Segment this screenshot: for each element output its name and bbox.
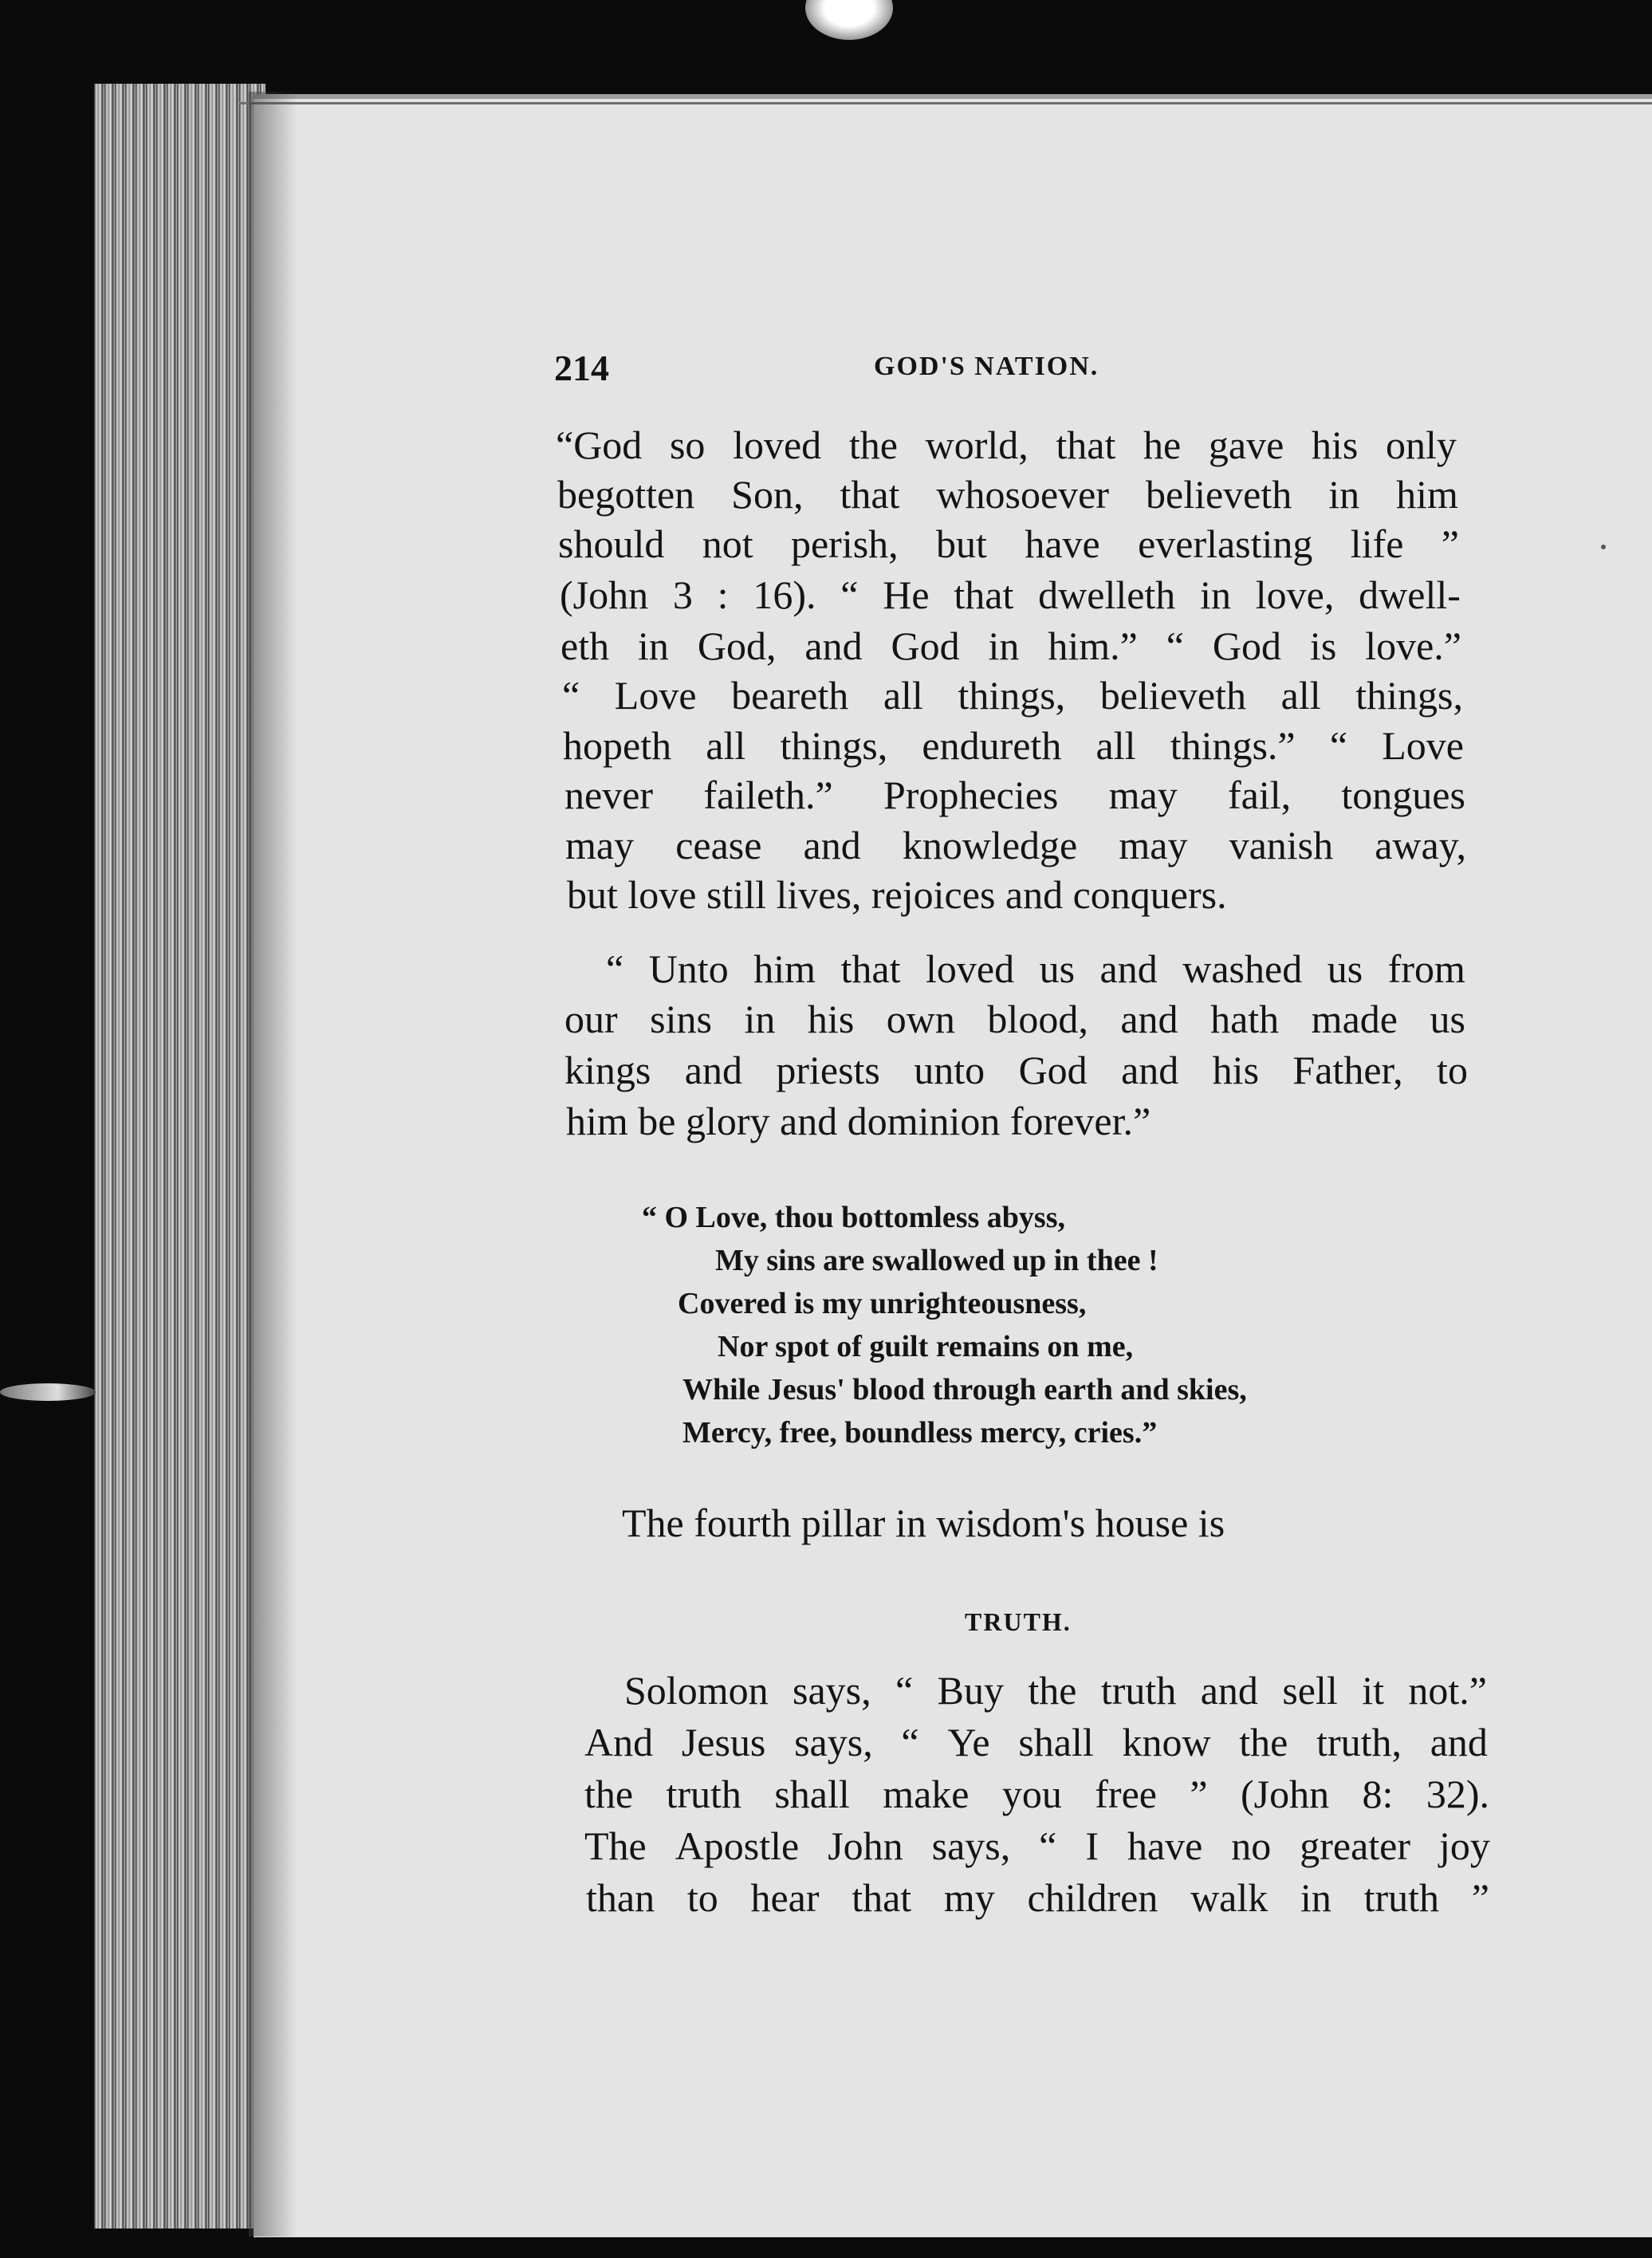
word: Father, [1292,1048,1403,1092]
word: unto [914,1048,985,1092]
word: and [684,1048,742,1092]
word: says, [793,1668,871,1713]
word: walk [1190,1875,1268,1920]
word: from [1387,946,1465,991]
word: perish, [790,521,899,566]
word: to [1437,1048,1468,1092]
word: ” [1471,1875,1489,1920]
poem-line: My sins are swallowed up in thee ! [715,1244,1158,1277]
word: says, [931,1823,1011,1868]
word: gave [1208,423,1284,467]
word: love.” [1365,624,1461,668]
word: tongues [1341,773,1465,817]
poem-line: Mercy, free, boundless mercy, cries.” [682,1416,1158,1450]
word: “ [901,1720,919,1764]
word: the [1239,1720,1288,1764]
word: you [1001,1772,1062,1816]
poem-line: Nor spot of guilt remains on me, [718,1330,1134,1363]
word: I [1085,1823,1099,1868]
word: not [702,521,753,566]
text-line [560,571,1461,619]
word: faileth.” [703,773,833,817]
word: only [1385,423,1457,467]
word: He [883,572,930,617]
word: shall [774,1772,850,1816]
word: shall [1018,1720,1094,1764]
word: he [1143,423,1182,467]
word: in [988,624,1020,668]
word: my [943,1875,995,1920]
word: so [669,423,706,467]
word: free [1095,1772,1157,1816]
word: believeth [1099,673,1247,718]
word: Prophecies [883,773,1059,817]
word: and [1099,946,1158,991]
word: all [1095,723,1136,768]
word: Apostle [675,1823,800,1868]
word: “ [1039,1823,1057,1868]
word: beareth [731,673,849,718]
word: and [1430,1720,1488,1764]
word: it [1362,1668,1384,1713]
text-line [584,1822,1490,1870]
word: him [753,946,816,991]
word: Ye [947,1720,990,1764]
text-line [563,722,1464,769]
word: greater [1300,1823,1411,1868]
word: cease [675,823,762,867]
word: “ [895,1668,914,1713]
word: John [828,1823,903,1868]
word: priests [776,1048,880,1092]
text-line [564,995,1465,1043]
word: made [1311,997,1398,1041]
camera-glare [805,0,893,40]
word: all [706,723,746,768]
word: God, [697,624,777,668]
word: And [584,1720,654,1764]
word: endureth [922,723,1062,768]
word: “ [1166,624,1184,668]
word: fail, [1228,773,1292,817]
word: things, [780,723,888,768]
word: “God [556,423,643,467]
word: Love [614,673,697,718]
word: God [1212,624,1281,668]
word: that [840,946,901,991]
word: than [586,1875,655,1920]
word: no [1231,1823,1272,1868]
word: whosoever [936,472,1110,517]
text-line [624,1666,1487,1714]
word: “ [840,572,859,617]
transition-line: The fourth pillar in wisdom's house is [622,1501,1225,1545]
word: should [558,521,665,566]
word: life [1350,521,1404,566]
word: never [564,773,654,817]
word: Unto [648,946,729,991]
text-line [565,821,1466,869]
word: God [1018,1048,1088,1092]
word: in [1328,472,1360,517]
section-heading: TRUTH. [965,1607,1072,1636]
text-line [556,421,1457,469]
word: blood, [987,997,1088,1041]
word: loved [925,946,1015,991]
word: “ [562,673,580,718]
word: our [564,997,618,1041]
word: Jesus [681,1720,766,1764]
running-title: GOD'S NATION. [874,352,1099,381]
word: his [1311,423,1359,467]
word: and [803,823,861,867]
text-line [586,1874,1489,1922]
word: and [804,624,863,668]
word: truth, [1316,1720,1402,1764]
word: (John [560,572,649,617]
word: God [891,624,960,668]
word: have [1127,1823,1203,1868]
word: ” [1190,1772,1208,1816]
text-line [562,671,1463,719]
text-line [557,470,1458,518]
word: that [954,572,1014,617]
text-line: him be glory and dominion forever.” [566,1099,1151,1143]
word: him [1396,472,1458,517]
word: sell [1282,1668,1338,1713]
word: everlasting [1138,521,1313,566]
text-line: but love still lives, rejoices and conquers. [567,872,1227,917]
word: and [1200,1668,1258,1713]
scan-artifact [0,1383,96,1401]
word: ” [1441,521,1459,566]
word: may [1119,823,1188,867]
word: to [686,1875,718,1920]
word: the [848,423,898,467]
word: not.” [1408,1668,1487,1713]
page-number: 214 [554,348,609,388]
word: dwelleth [1038,572,1176,617]
word: Son, [731,472,804,517]
word: us [1039,946,1076,991]
page-top-edge [239,102,1652,104]
word: know [1122,1720,1211,1764]
word: that [840,472,900,517]
word: all [1280,673,1321,718]
poem-line: While Jesus' blood through earth and skies, [682,1373,1247,1406]
word: in [1300,1875,1331,1920]
word: joy [1438,1823,1490,1868]
word: is [1309,624,1337,668]
word: his [807,997,855,1041]
word: but [936,521,987,566]
word: have [1025,521,1100,566]
text-line [584,1770,1489,1818]
word: vanish [1229,823,1334,867]
word: all [883,673,923,718]
word: 32). [1426,1772,1489,1816]
word: says, [794,1720,873,1764]
word: 8: [1362,1772,1394,1816]
text-line [606,945,1465,993]
word: own [886,997,955,1041]
word: 16). [753,572,816,617]
poem-line: “ O Love, thou bottomless abyss, [642,1201,1065,1234]
word: away, [1375,823,1466,867]
word: make [883,1772,970,1816]
text-line [558,520,1459,568]
word: truth [1100,1668,1177,1713]
word: things, [958,673,1066,718]
word: Solomon [624,1668,769,1713]
word: the [1028,1668,1077,1713]
word: knowledge [902,823,1078,867]
word: his [1212,1048,1260,1092]
word: us [1430,997,1465,1041]
word: loved [733,423,822,467]
word: 3 [672,572,693,617]
word: and [1121,1048,1179,1092]
word: The [584,1823,647,1868]
word: in [744,997,776,1041]
word: things, [1355,673,1463,718]
word: truth [1363,1875,1440,1920]
text-line [584,1718,1488,1766]
word: believeth [1146,472,1292,517]
text-line [560,622,1461,670]
word: Love [1382,723,1464,768]
word: “ [1329,723,1348,768]
word: truth [666,1772,741,1816]
word: world, [925,423,1029,467]
word: hear [750,1875,820,1920]
gutter-shadow [249,92,297,2236]
word: begotten [557,472,695,517]
word: in [638,624,669,668]
book-page-edges [94,84,266,2228]
word: kings [564,1048,651,1092]
word: him.” [1048,624,1138,668]
word: “ [606,946,624,991]
word: that [852,1875,912,1920]
word: that [1056,423,1116,467]
word: and [1120,997,1178,1041]
word: love, [1255,572,1335,617]
word: us [1327,946,1363,991]
poem-line: Covered is my unrighteousness, [678,1287,1087,1320]
word: dwell- [1359,572,1461,617]
word: sins [650,997,712,1041]
word: in [1200,572,1231,617]
word: may [1108,773,1178,817]
text-line [564,1046,1468,1094]
word: Buy [937,1668,1004,1713]
word: eth [560,624,610,668]
word: may [565,823,635,867]
text-line [564,771,1465,819]
word: (John [1240,1772,1330,1816]
word: hopeth [563,723,672,768]
word: children [1027,1875,1158,1920]
word: washed [1182,946,1303,991]
word: the [584,1772,634,1816]
word: : [717,572,729,617]
word: hath [1210,997,1280,1041]
word: things.” [1170,723,1296,768]
scan-speck [1601,545,1606,549]
